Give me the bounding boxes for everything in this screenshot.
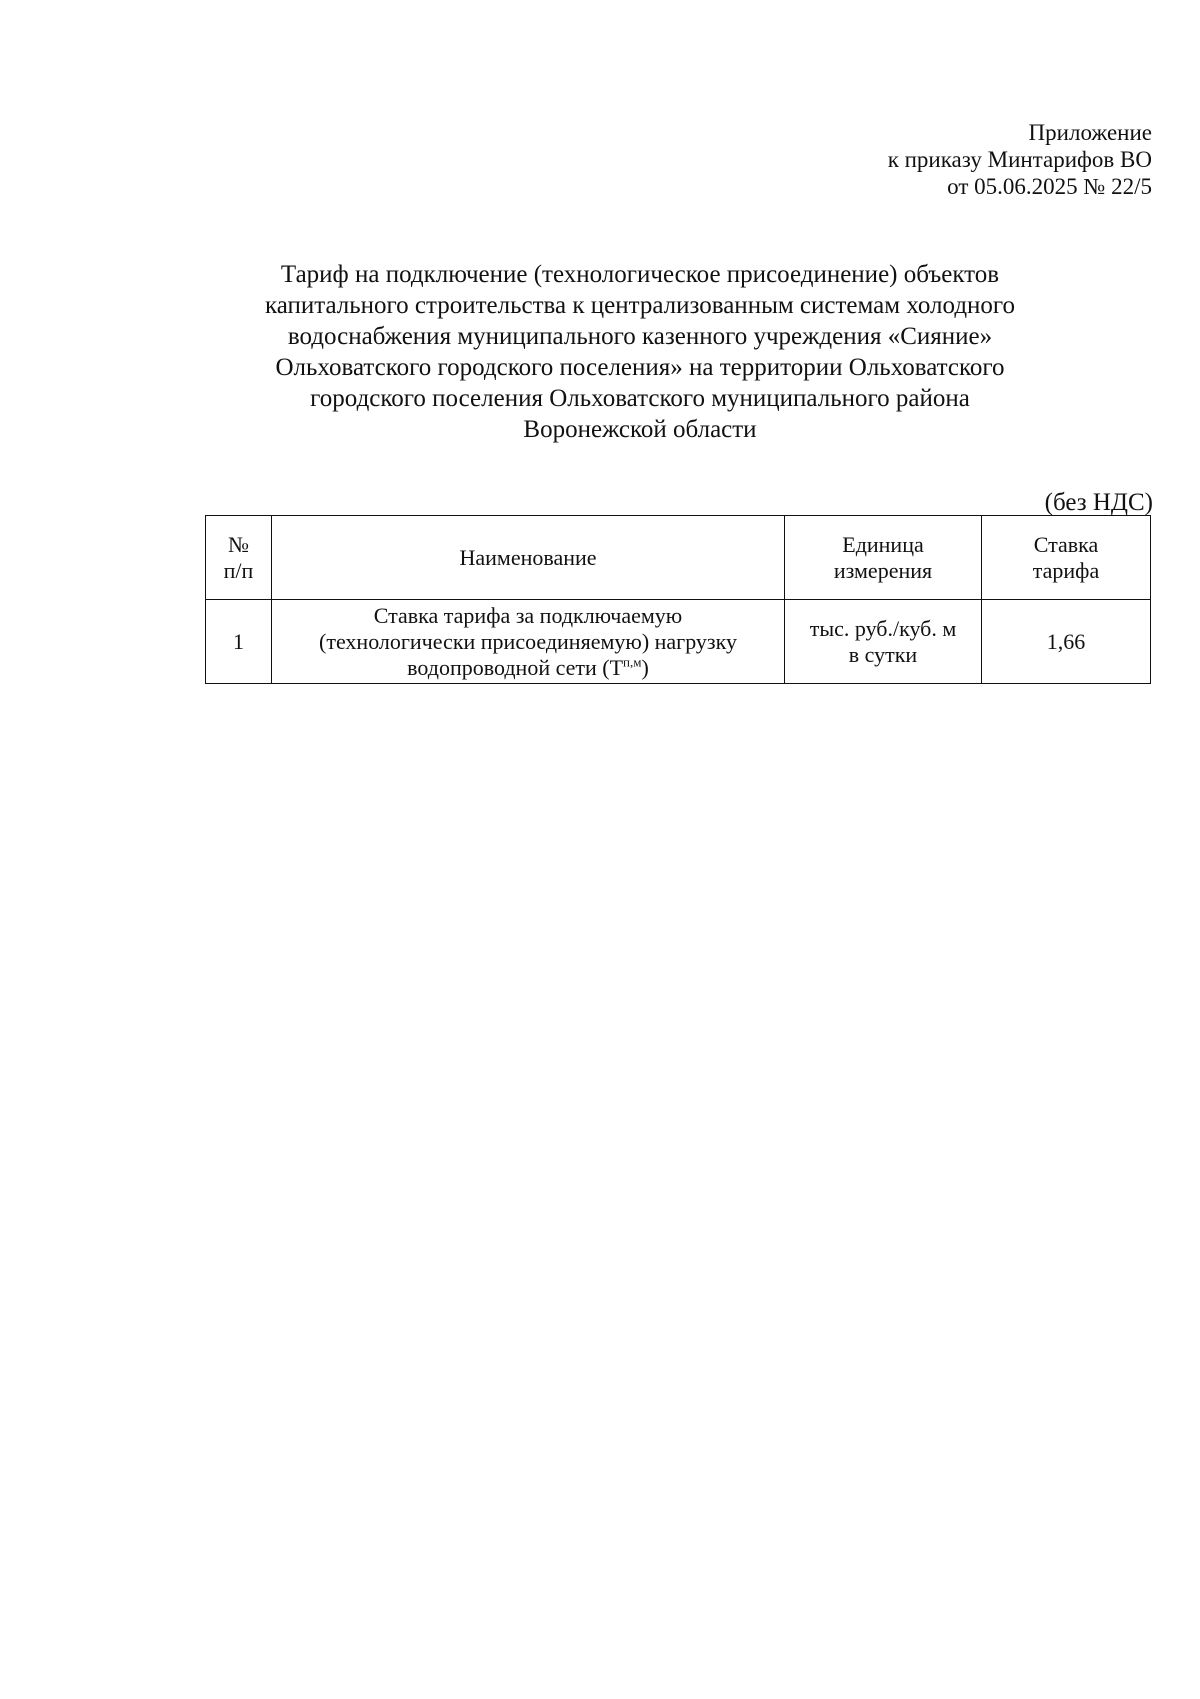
table-row <box>206 600 1151 684</box>
appendix-order-date-number: от 05.06.2025 № 22/5 <box>947 174 1152 199</box>
title-line: Ольховатского городского поселения» на территории Ольховатского <box>275 354 1005 381</box>
row-unit-line2: в сутки <box>848 641 918 667</box>
appendix-header <box>888 119 1152 200</box>
title-line: Тариф на подключение (технологическое присоединение) объектов <box>280 261 1000 288</box>
row-name-line1: Ставка тарифа за подключаемую <box>373 602 683 628</box>
header-number-symbol: № <box>228 531 249 557</box>
title-line: капитального строительства к централизованным системам холодного <box>264 292 1016 319</box>
row-unit-line1: тыс. руб./куб. м <box>809 615 957 641</box>
header-rate <box>982 516 1151 600</box>
row-number: 1 <box>206 600 272 684</box>
row-name-superscript: п,м <box>623 654 642 670</box>
vat-note: (без НДС) <box>1044 489 1153 516</box>
row-name-line3-prefix: водопроводной сети (Т <box>407 654 624 680</box>
header-number-abbr: п/п <box>223 557 254 583</box>
row-rate: 1,66 <box>982 600 1151 684</box>
table-header-row <box>206 516 1151 600</box>
row-name-line3-suffix: ) <box>641 654 649 680</box>
header-name: Наименование <box>272 516 785 600</box>
tariff-table <box>205 515 1151 684</box>
header-number <box>206 516 272 600</box>
title-line: Воронежской области <box>523 416 757 443</box>
header-unit <box>785 516 982 600</box>
row-name <box>272 600 785 684</box>
header-rate-line1: Ставка <box>1033 531 1099 557</box>
row-name-line3 <box>278 655 778 681</box>
document-title <box>205 259 1075 445</box>
header-rate-line2: тарифа <box>1032 557 1100 583</box>
row-name-line2: (технологически присоединяемую) нагрузку <box>319 628 737 654</box>
title-line: водоснабжения муниципального казенного учреждения «Сияние» <box>287 323 993 350</box>
appendix-label: Приложение <box>1028 120 1152 145</box>
header-unit-line2: измерения <box>833 557 933 583</box>
title-line: городского поселения Ольховатского муниципального района <box>310 385 970 412</box>
row-unit <box>785 600 982 684</box>
appendix-order-reference: к приказу Минтарифов ВО <box>887 147 1152 172</box>
header-unit-line1: Единица <box>842 531 924 557</box>
